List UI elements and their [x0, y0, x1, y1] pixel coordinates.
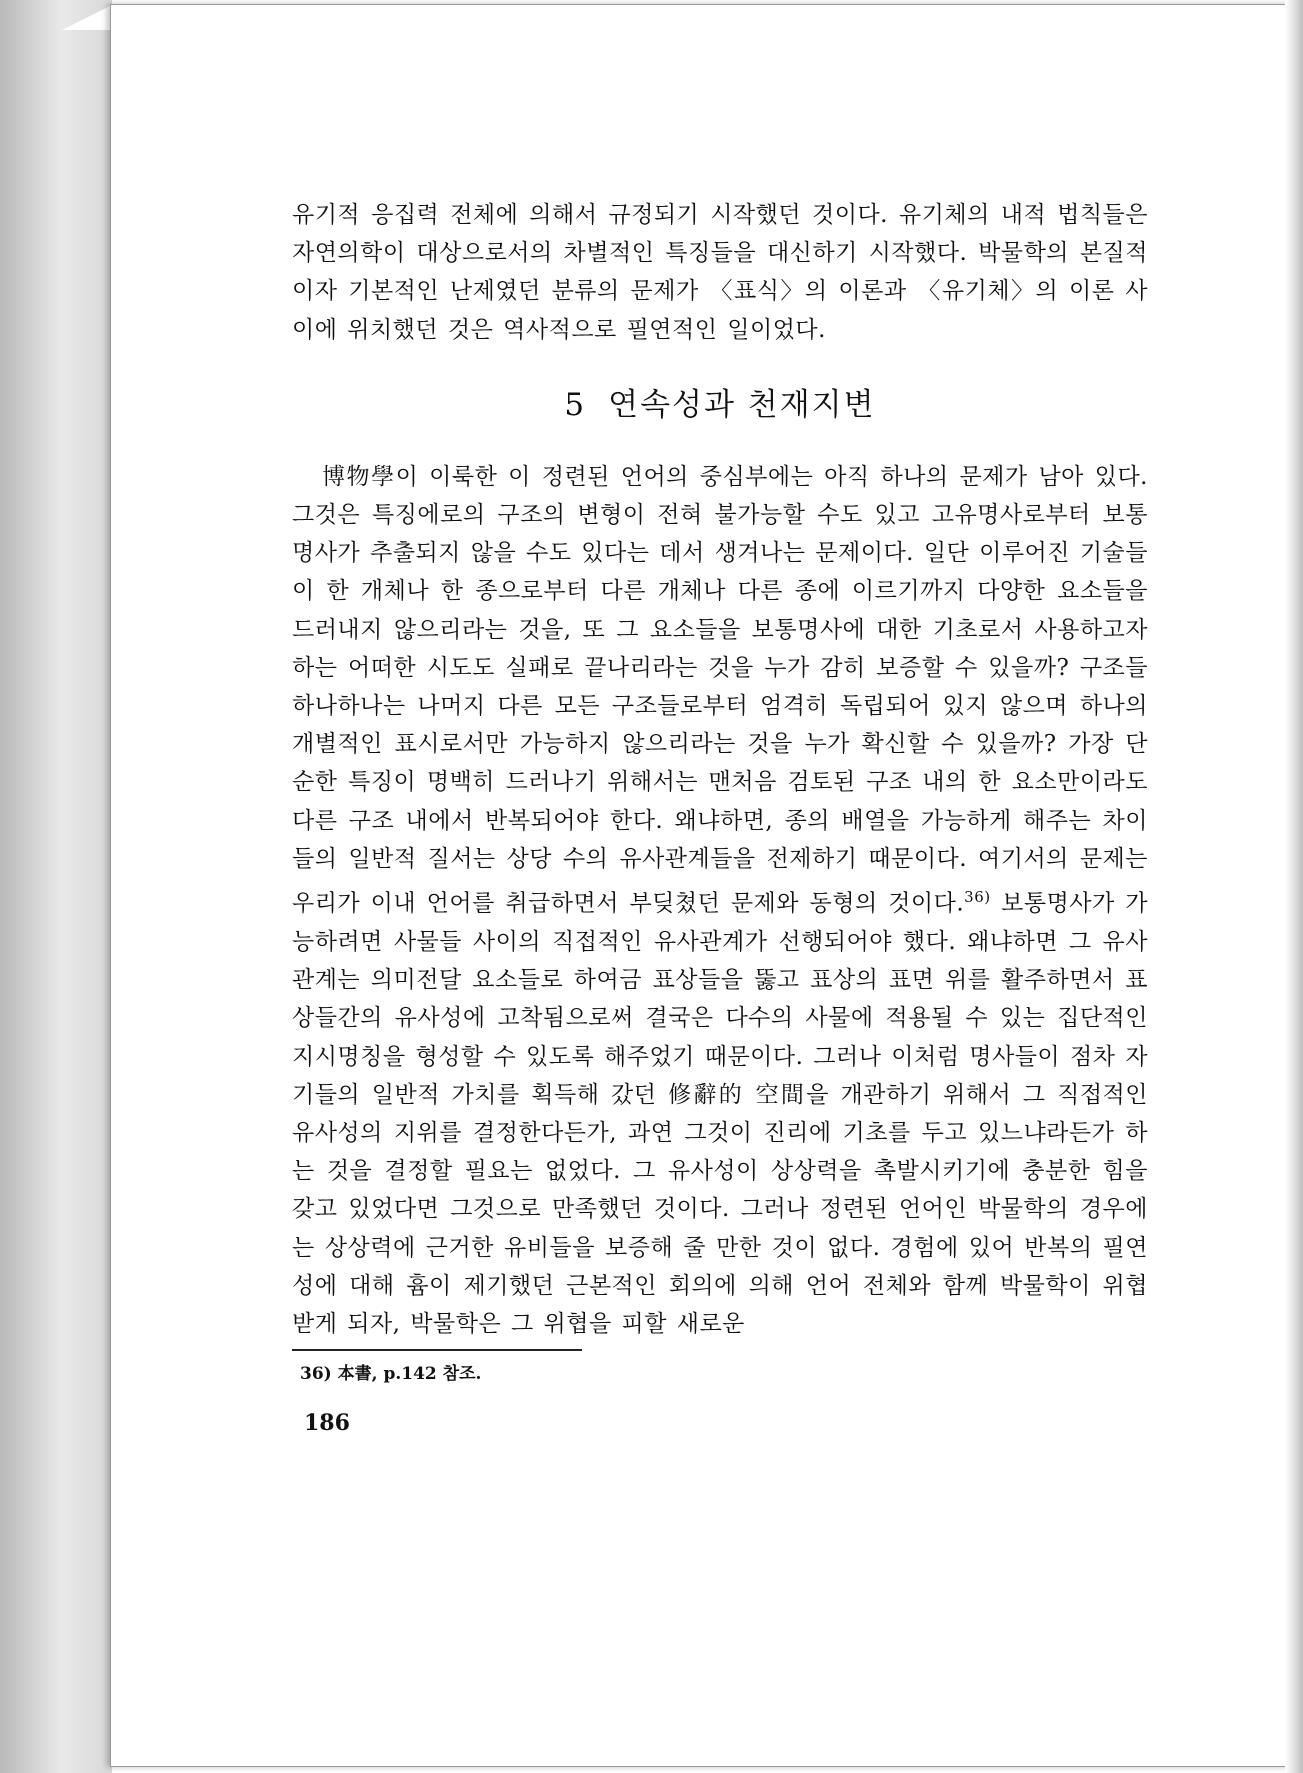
page-content — [292, 196, 1148, 1436]
footnote-reference: 36) — [964, 888, 991, 907]
paragraph-1: 유기적 응집력 전체에 의해서 규정되기 시작했던 것이다. 유기체의 내적 법칙들은 자연의학이 대상으로서의 차별적인 특징들을 대신하기 시작했다. 박물학의 본질적이자 기본적인 난제였던 분류의 문제가 〈표식〉의 이론과 〈유기체〉의 이론 사이에 위치했던 것은 역사적으로 필연적인 일이었다. — [292, 202, 1148, 343]
section-heading — [292, 379, 1148, 424]
footnote-divider — [292, 1349, 582, 1351]
section-title: 연속성과 천재지변 — [608, 386, 876, 423]
page-number: 186 — [304, 1410, 350, 1437]
page-right-edge — [1285, 0, 1303, 1773]
footnote-36: 36) 本書, p.142 참조. — [300, 1364, 482, 1385]
paragraph-2 — [292, 458, 1148, 1343]
section-number: 5 — [564, 386, 587, 423]
book-spine — [0, 0, 112, 1773]
paragraph-2-continued: 보통명사가 가능하려면 사물들 사이의 직접적인 유사관계가 선행되어야 했다. 왜냐하면 그 유사관계는 의미전달 요소들로 하여금 표상들을 뚫고 표상의 표면 위를 활주하면서 표상들간의 유사성에 고착됨으로써 결국은 다수의 사물에 적용될 수 있는 집단적인 지시명칭을 형성할 수 있도록 해주었기 때문이다. 그러나 이처럼 명사들이 점차 자기들의 일반적 가치를 획득해 갔던 修辭的 空間을 개관하기 위해서 그 직접적인 유사성의 지위를 결정한다든가, 과연 그것이 진리에 기초를 두고 있느냐라든가 하는 것을 결정할 필요는 없었다. 그 유사성이 상상력을 촉발시키기에 충분한 힘을 갖고 있었다면 그것으로 만족했던 것이다. 그러나 정련된 언어인 박물학의 경우에는 상상력에 근거한 유비들을 보증해 줄 만한 것이 없다. 경험에 있어 반복의 필연성에 대해 흄이 제기했던 근본적인 회의에 의해 언어 전체와 함께 박물학이 위협받게 되자, 박물학은 그 위협을 피할 새로운 — [292, 890, 1148, 1337]
paragraph-2-text: 博物學이 이룩한 이 정련된 언어의 중심부에는 아직 하나의 문제가 남아 있다. 그것은 특징에로의 구조의 변형이 전혀 불가능할 수도 있고 고유명사로부터 보통명사가 추출되지 않을 수도 있다는 데서 생겨나는 문제이다. 일단 이루어진 기술들이 한 개체나 한 종으로부터 다른 개체나 다른 종에 이르기까지 다양한 요소들을 드러내지 않으리라는 것을, 또 그 요소들을 보통명사에 대한 기초로서 사용하고자 하는 어떠한 시도도 실패로 끝나리라는 것을 누가 감히 보증할 수 있을까? 구조들 하나하나는 나머지 다른 모든 구조들로부터 엄격히 독립되어 있지 않으며 하나의 개별적인 표시로서만 가능하지 않으리라는 것을 누가 확신할 수 있을까? 가장 단순한 특징이 명백히 드러나기 위해서는 맨처음 검토된 구조 내의 한 요소만이라도 다른 구조 내에서 반복되어야 한다. 왜냐하면, 종의 배열을 가능하게 해주는 차이들의 일반적 질서는 상당 수의 유사관계들을 전제하기 때문이다. 여기서의 문제는 우리가 이내 언어를 취급하면서 부딪쳤던 문제와 동형의 것이다. — [292, 463, 1148, 917]
